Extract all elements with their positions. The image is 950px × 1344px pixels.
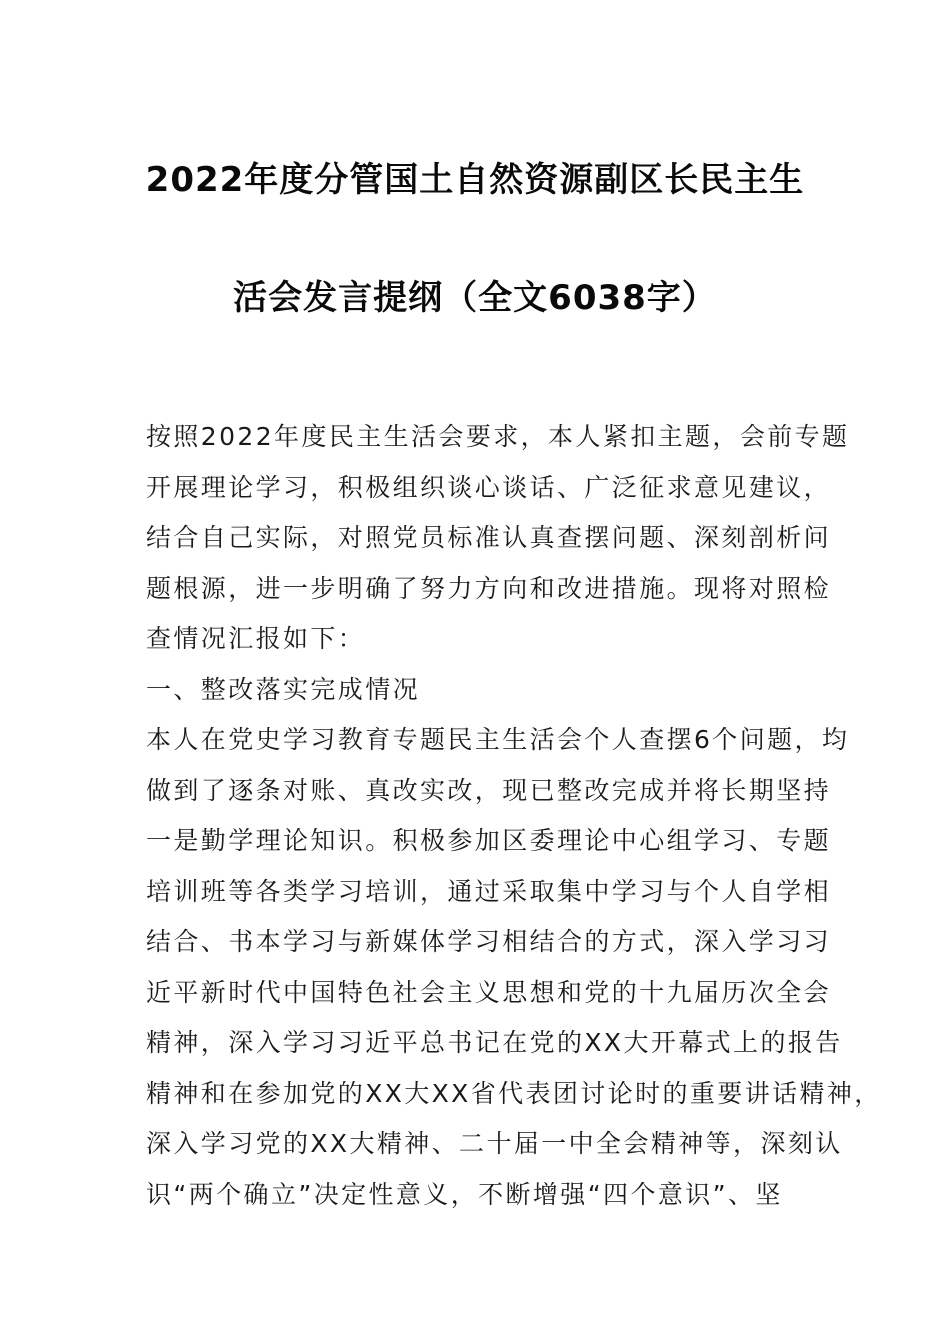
body-line: 结合自己实际，对照党员标准认真查摆问题、深刻剖析问	[146, 523, 832, 552]
body-line: 结合、书本学习与新媒体学习相结合的方式，深入学习习	[146, 927, 832, 956]
body-line: 做到了逐条对账、真改实改，现已整改完成并将长期坚持	[146, 775, 832, 805]
document-title-line-2: 活会发言提纲（全文6038字）	[233, 278, 717, 318]
body-line: 精神，深入学习习近平总书记在党的XX大开幕式上的报告	[146, 1028, 843, 1057]
body-line: 按照2022年度民主生活会要求，本人紧扣主题，会前专题	[146, 422, 850, 451]
body-line: 开展理论学习，积极组织谈心谈话、广泛征求意见建议，	[146, 472, 832, 502]
body-line: 本人在党史学习教育专题民主生活会个人查摆6个问题，均	[146, 725, 850, 754]
body-line: 识“两个确立”决定性意义，不断增强“四个意识”、坚	[146, 1179, 783, 1209]
body-line: 深入学习党的XX大精神、二十届一中全会精神等，深刻认	[146, 1129, 843, 1158]
body-line: 查情况汇报如下：	[146, 624, 366, 653]
section-heading: 一、整改落实完成情况	[146, 674, 421, 704]
body-line: 一是勤学理论知识。积极参加区委理论中心组学习、专题	[146, 826, 832, 855]
document-body	[146, 412, 882, 1220]
body-line: 精神和在参加党的XX大XX省代表团讨论时的重要讲话精神，	[146, 1078, 882, 1108]
document-title-line-1: 2022年度分管国土自然资源副区长民主生	[145, 160, 805, 200]
body-line: 近平新时代中国特色社会主义思想和党的十九届历次全会	[146, 977, 832, 1007]
body-line: 题根源，进一步明确了努力方向和改进措施。现将对照检	[146, 573, 832, 603]
body-line: 培训班等各类学习培训，通过采取集中学习与个人自学相	[146, 876, 832, 906]
